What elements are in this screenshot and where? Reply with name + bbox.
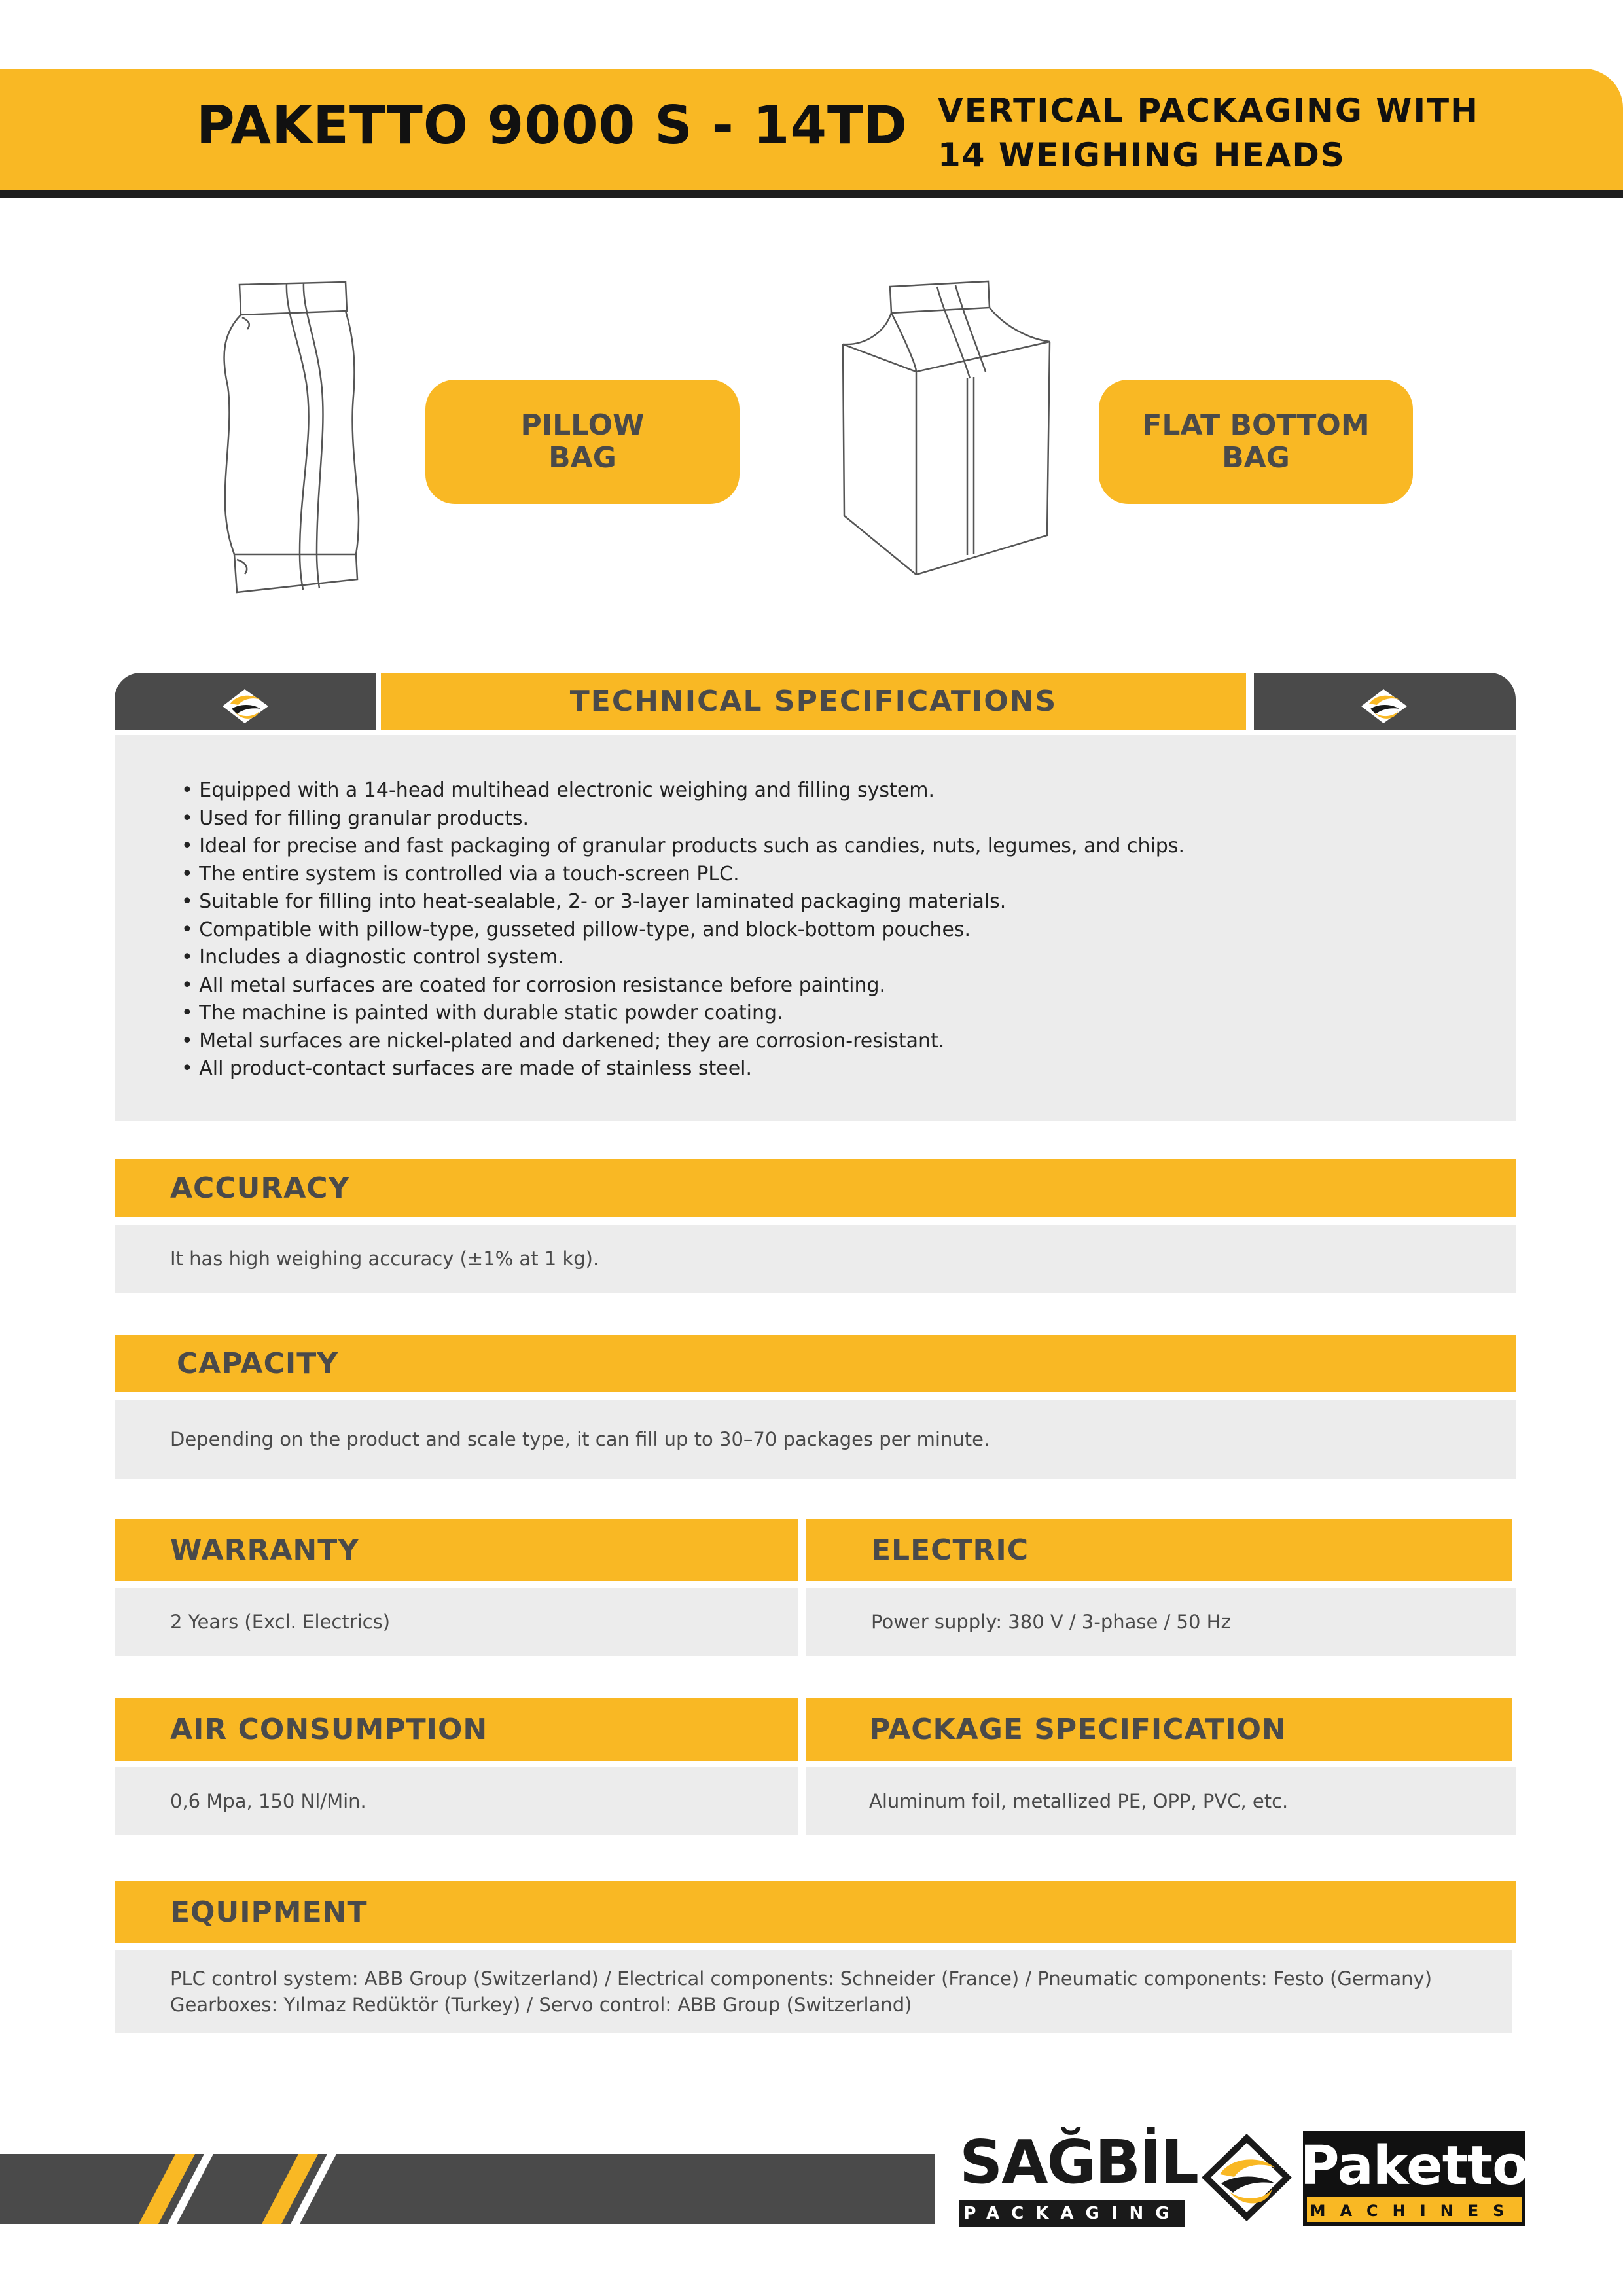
spec-item: • Ideal for precise and fast packaging of granular products such as candies, nuts, legumes, and chips. <box>181 833 1516 861</box>
spec-item: • Includes a diagnostic control system. <box>181 944 1516 972</box>
paketto-logo-text: Paketto <box>1300 2135 1529 2197</box>
spec-item: • Metal surfaces are nickel-plated and darkened; they are corrosion-resistant. <box>181 1028 1516 1056</box>
pillow-bag-line-2: BAG <box>548 441 616 475</box>
accuracy-text: It has high weighing accuracy (±1% at 1 kg). <box>115 1225 1516 1293</box>
flat-bag-line-1: FLAT BOTTOM <box>1142 408 1370 442</box>
paketto-logo-sub: MACHINES <box>1310 2202 1519 2220</box>
spec-item: • Suitable for filling into heat-sealable, 2- or 3-layer laminated packaging materials. <box>181 888 1516 916</box>
subtitle-line-2: 14 WEIGHING HEADS <box>938 136 1346 174</box>
spec-item: • Compatible with pillow-type, gusseted pillow-type, and block-bottom pouches. <box>181 916 1516 944</box>
footer-band <box>0 2154 935 2224</box>
spec-item: • Equipped with a 14-head multihead electronic weighing and filling system. <box>181 777 1516 805</box>
air-consumption-heading: AIR CONSUMPTION <box>115 1698 798 1761</box>
brand-swirl-logo-icon <box>1356 677 1412 726</box>
spec-item: • The entire system is controlled via a touch-screen PLC. <box>181 861 1516 889</box>
air-consumption-text: 0,6 Mpa, 150 Nl/Min. <box>115 1767 798 1835</box>
equipment-text: PLC control system: ABB Group (Switzerland) / Electrical components: Schneider (France) / Pneumatic components: Festo (Germany) Gearboxes: Yılmaz Redüktör (Turkey) / Servo control: ABB Group (Switzerland) <box>115 1950 1512 2033</box>
spec-item: • Used for filling granular products. <box>181 805 1516 833</box>
package-spec-heading: PACKAGE SPECIFICATION <box>806 1698 1512 1761</box>
warranty-text: 2 Years (Excl. Electrics) <box>115 1588 798 1656</box>
spec-item: • All metal surfaces are coated for corrosion resistance before painting. <box>181 972 1516 1000</box>
flat-bag-line-2: BAG <box>1222 441 1290 475</box>
spec-item: • The machine is painted with durable static powder coating. <box>181 999 1516 1028</box>
accuracy-heading: ACCURACY <box>115 1159 1516 1217</box>
flat-bottom-bag-illustration <box>839 274 1055 575</box>
electric-heading: ELECTRIC <box>806 1519 1512 1581</box>
flat-bottom-bag-label <box>1099 380 1413 504</box>
spec-list <box>181 777 1516 1083</box>
pillow-bag-label <box>425 380 740 504</box>
spec-list-panel <box>115 735 1516 1121</box>
capacity-text: Depending on the product and scale type, it can fill up to 30–70 packages per minute. <box>115 1400 1516 1479</box>
page-subtitle <box>938 88 1527 177</box>
sagbil-logo-sub: PACKAGING <box>959 2200 1185 2227</box>
spec-item: • All product-contact surfaces are made of stainless steel. <box>181 1055 1516 1083</box>
footer-stripes <box>0 2154 935 2224</box>
subtitle-line-1: VERTICAL PACKAGING WITH <box>938 92 1480 130</box>
pillow-bag-line-1: PILLOW <box>520 408 645 442</box>
page-title: PAKETTO 9000 S - 14TD <box>196 95 908 156</box>
brand-swirl-logo-icon <box>1198 2128 1296 2227</box>
spec-title: TECHNICAL SPECIFICATIONS <box>381 673 1246 730</box>
capacity-heading: CAPACITY <box>115 1335 1516 1392</box>
warranty-heading: WARRANTY <box>115 1519 798 1581</box>
electric-text: Power supply: 380 V / 3-phase / 50 Hz <box>806 1588 1516 1656</box>
package-spec-text: Aluminum foil, metallized PE, OPP, PVC, etc. <box>806 1767 1516 1835</box>
brand-swirl-logo-icon <box>217 677 274 726</box>
equipment-heading: EQUIPMENT <box>115 1881 1516 1943</box>
sagbil-logo-text: SAĞBİL <box>959 2127 1198 2197</box>
header-rule <box>0 190 1623 198</box>
pillow-bag-illustration <box>208 272 365 605</box>
